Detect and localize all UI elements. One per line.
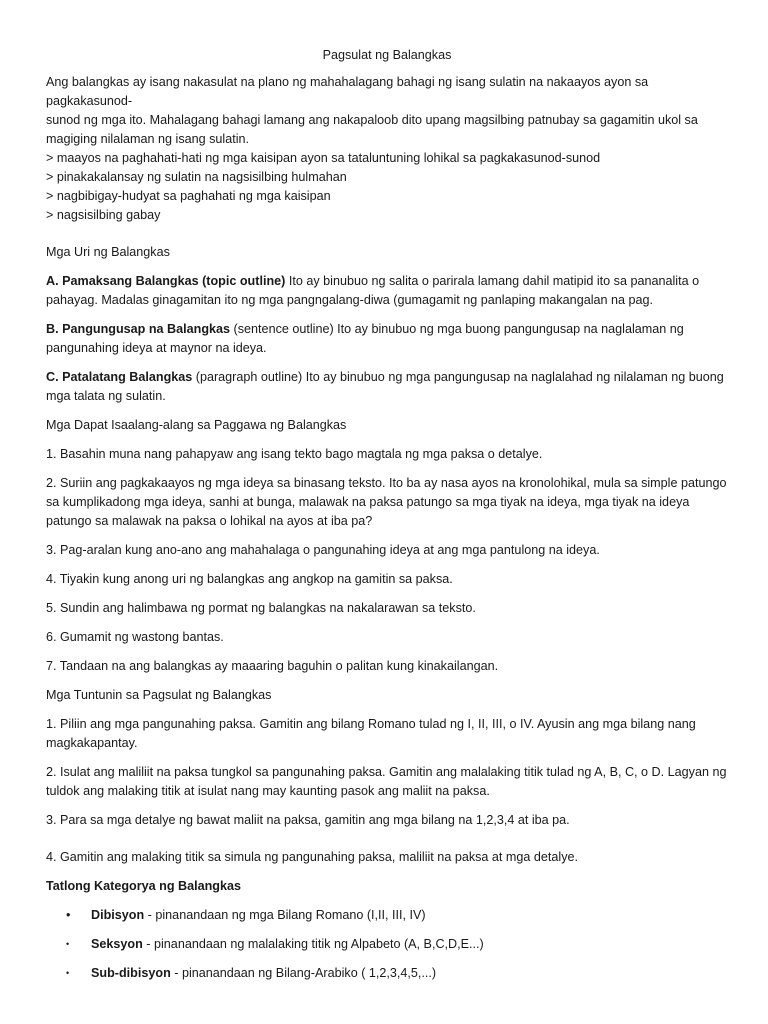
dapat-item bbox=[46, 474, 728, 531]
tuntunin-item-line: 1. Piliin ang mga pangunahing paksa. Gamitin ang bilang Romano tulad ng I, II, III, o IV. Ayusin ang mga bilang nang bbox=[46, 717, 696, 731]
intro-point: > nagsisilbing gabay bbox=[46, 208, 161, 222]
tuntunin-item bbox=[46, 763, 728, 801]
kategorya-list bbox=[46, 906, 728, 983]
kategorya-term: Sub-dibisyon bbox=[91, 966, 171, 980]
kategorya-desc: - pinanandaan ng malalaking titik ng Alpabeto (A, B,C,D,E...) bbox=[142, 937, 484, 951]
document-title: Pagsulat ng Balangkas bbox=[322, 48, 452, 62]
tuntunin-item-line: 3. Para sa mga detalye ng bawat maliit na paksa, gamitin ang mga bilang na 1,2,3,4 at iba pa. bbox=[46, 813, 570, 827]
uri-b-text: pangunahing ideya at maynor na ideya. bbox=[46, 341, 267, 355]
list-item bbox=[46, 935, 728, 954]
dapat-item-line: sa kumplikadong mga ideya, sanhi at bunga, malawak na paksa patungo sa mga tiyak na ideya, mga tiyak na ideya bbox=[46, 495, 690, 509]
intro-paragraph bbox=[46, 73, 728, 225]
kategorya-desc: - pinanandaan ng Bilang-Arabiko ( 1,2,3,4,5,...) bbox=[170, 966, 437, 980]
dapat-item bbox=[46, 657, 728, 676]
intro-point: > nagbibigay-hudyat sa paghahati ng mga kaisipan bbox=[46, 189, 331, 203]
dapat-item bbox=[46, 541, 728, 560]
tuntunin-heading: Mga Tuntunin sa Pagsulat ng Balangkas bbox=[46, 688, 272, 702]
tuntunin-item-line: 2. Isulat ang maliliit na paksa tungkol sa pangunahing paksa. Gamitin ang malalaking titik tulad ng A, B, C, o D. Lagyan ng bbox=[46, 765, 727, 779]
intro-point: > pinakakalansay ng sulatin na nagsisilbing hulmahan bbox=[46, 170, 347, 184]
tuntunin-item bbox=[46, 848, 728, 867]
kategorya-term: Dibisyon bbox=[91, 908, 145, 922]
uri-a-paragraph bbox=[46, 272, 728, 310]
dapat-item-line: 3. Pag-aralan kung ano-ano ang mahahalaga o pangunahing ideya at ang mga pantulong na ideya. bbox=[46, 543, 600, 557]
kategorya-desc: - pinanandaan ng mga Bilang Romano (I,II, III, IV) bbox=[144, 908, 426, 922]
intro-line: Ang balangkas ay isang nakasulat na plano ng mahahalagang bahagi ng isang sulatin na nakaayos ayon sa pagkakasunod- bbox=[46, 75, 649, 108]
dapat-item-line: patungo sa malawak na paksa o lohikal na ayos at iba pa? bbox=[46, 514, 373, 528]
tuntunin-item-line: magkakapantay. bbox=[46, 736, 138, 750]
dapat-item bbox=[46, 599, 728, 618]
dapat-item bbox=[46, 570, 728, 589]
dapat-item-line: 6. Gumamit ng wastong bantas. bbox=[46, 630, 224, 644]
list-item bbox=[46, 964, 728, 983]
tuntunin-item-line: tuldok ang malaking titik at isulat nang may kaunting pasok ang maliit na paksa. bbox=[46, 784, 490, 798]
intro-point: > maayos na paghahati-hati ng mga kaisipan ayon sa tataluntuning lohikal sa pagkakasunod-sunod bbox=[46, 151, 601, 165]
dapat-item-line: 4. Tiyakin kung anong uri ng balangkas ang angkop na gamitin sa paksa. bbox=[46, 572, 453, 586]
list-item bbox=[46, 906, 728, 925]
uri-a-term: A. Pamaksang Balangkas (topic outline) bbox=[46, 274, 286, 288]
bullet-icon: • bbox=[66, 968, 70, 978]
uri-a-text: pahayag. Madalas ginagamitan ito ng mga pangngalang-diwa (gumagamit ng panlaping makangalan na pag. bbox=[46, 293, 654, 307]
tuntunin-item-line: 4. Gamitin ang malaking titik sa simula ng pangunahing paksa, maliliit na paksa at mga detalye. bbox=[46, 850, 579, 864]
dapat-heading: Mga Dapat Isaalang-alang sa Paggawa ng Balangkas bbox=[46, 418, 347, 432]
uri-c-term: C. Patalatang Balangkas bbox=[46, 370, 193, 384]
dapat-item-line: 1. Basahin muna nang pahapyaw ang isang tekto bago magtala ng mga paksa o detalye. bbox=[46, 447, 543, 461]
bullet-icon: • bbox=[66, 939, 70, 949]
uri-heading: Mga Uri ng Balangkas bbox=[46, 245, 170, 259]
bullet-icon: • bbox=[66, 908, 71, 922]
uri-b-paragraph bbox=[46, 320, 728, 358]
kategorya-term: Seksyon bbox=[91, 937, 143, 951]
uri-c-text: (paragraph outline) Ito ay binubuo ng mga pangungusap na naglalahad ng nilalaman ng buong bbox=[192, 370, 724, 384]
uri-b-text: (sentence outline) Ito ay binubuo ng mga buong pangungusap na naglalaman ng bbox=[230, 322, 684, 336]
intro-line: magiging nilalaman ng isang sulatin. bbox=[46, 132, 250, 146]
dapat-item bbox=[46, 445, 728, 464]
dapat-item-line: 5. Sundin ang halimbawa ng pormat ng balangkas na nakalarawan sa teksto. bbox=[46, 601, 476, 615]
dapat-item bbox=[46, 628, 728, 647]
kategorya-heading: Tatlong Kategorya ng Balangkas bbox=[46, 879, 242, 893]
dapat-item-line: 2. Suriin ang pagkakaayos ng mga ideya sa binasang teksto. Ito ba ay nasa ayos na kronolohikal, mula sa simple patungo bbox=[46, 476, 727, 490]
uri-a-text: Ito ay binubuo ng salita o parirala lamang dahil matipid ito sa pananalita o bbox=[285, 274, 700, 288]
uri-c-paragraph bbox=[46, 368, 728, 406]
intro-line: sunod ng mga ito. Mahalagang bahagi lamang ang nakapaloob dito upang magsilbing patnubay sa gagamitin ukol sa bbox=[46, 113, 698, 127]
uri-c-text: mga talata ng sulatin. bbox=[46, 389, 166, 403]
dapat-item-line: 7. Tandaan na ang balangkas ay maaaring baguhin o palitan kung kinakailangan. bbox=[46, 659, 499, 673]
tuntunin-item bbox=[46, 715, 728, 753]
tuntunin-item bbox=[46, 811, 728, 830]
uri-b-term: B. Pangungusap na Balangkas bbox=[46, 322, 231, 336]
